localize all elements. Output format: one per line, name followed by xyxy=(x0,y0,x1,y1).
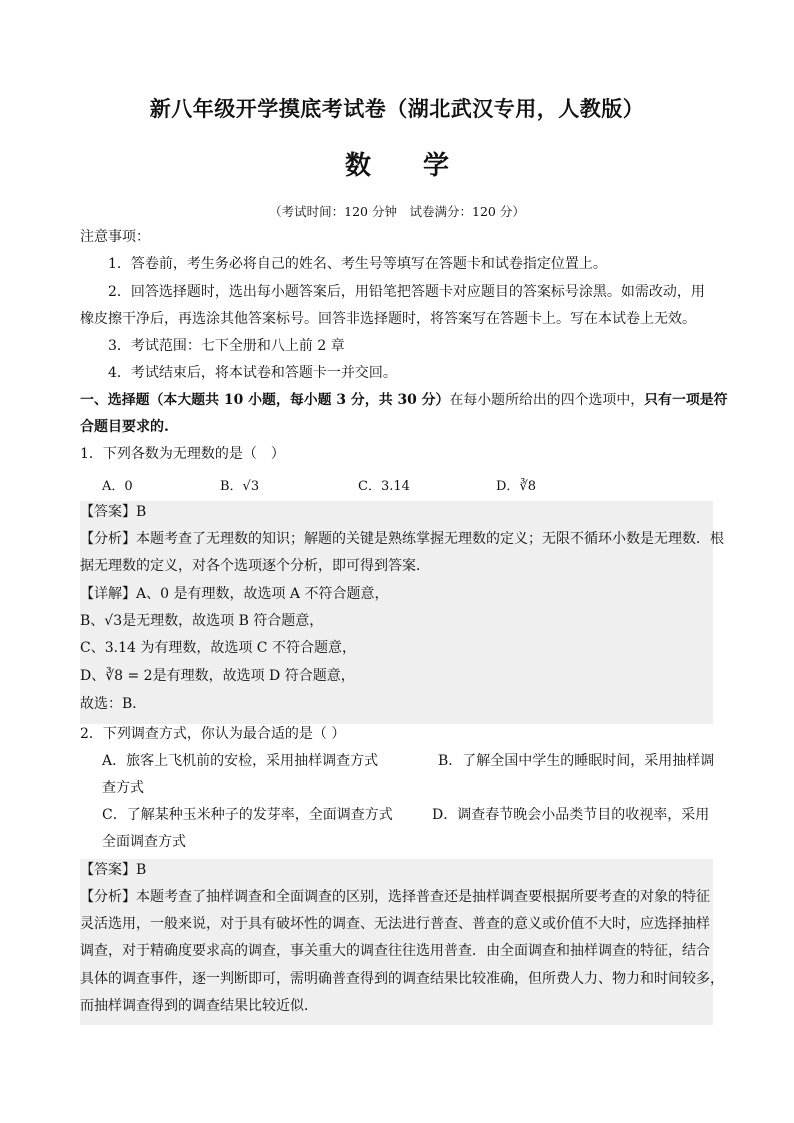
q1-detail-line: D、∛8 = 2是有理数，故选项 D 符合题意， xyxy=(80,668,355,684)
note-item: 橡皮擦干净后，再选涂其他答案标号。回答非选择题时，将答案写在答题卡上。写在本试卷上无效。 xyxy=(80,311,696,327)
q2-option-d: D．调查春节晚会小品类节目的收视率，采用 xyxy=(432,807,710,823)
section-heading-line2: 合题目要求的. xyxy=(80,419,169,435)
question-1-stem: 1．下列各数为无理数的是（ ） xyxy=(80,446,285,462)
q2-analysis-line: 【分析】本题考查了抽样调查和全面调查的区别，选择普查还是抽样调查要根据所要考查的对象的特征 xyxy=(80,889,710,905)
q1-detail-line: 【详解】A、0 是有理数，故选项 A 不符合题意， xyxy=(80,586,389,602)
note-item: 2．回答选择题时，选出每小题答案后，用铅笔把答题卡对应题目的答案标号涂黑。如需改动，用 xyxy=(108,284,705,300)
section-heading-plain: 在每小题所给出的四个选项中， xyxy=(449,392,645,408)
q2-analysis-line: 调查，对于精确度要求高的调查，事关重大的调查往往选用普查．由全面调查和抽样调查的特征，结合 xyxy=(80,943,710,959)
notes-heading: 注意事项： xyxy=(80,229,150,245)
q2-analysis-line: 而抽样调查得到的调查结果比较近似． xyxy=(80,998,318,1014)
q1-detail-line: B、√3是无理数，故选项 B 符合题意， xyxy=(80,613,324,629)
q1-analysis-line: 据无理数的定义，对各个选项逐个分析，即可得到答案． xyxy=(80,558,430,574)
q1-option-d: D．∛8 xyxy=(496,479,536,494)
section-heading-bold-2: 只有一项是符 xyxy=(644,392,728,408)
note-item: 1．答卷前，考生务必将自己的姓名、考生号等填写在答题卡和试卷指定位置上。 xyxy=(108,256,607,272)
q2-analysis-line: 灵活选用，一般来说，对于具有破坏性的调查、无法进行普查、普查的意义或价值不大时，应选择抽样 xyxy=(80,916,710,932)
q2-option-b: B．了解全国中学生的睡眠时间，采用抽样调 xyxy=(438,753,715,769)
section-heading-bold: 一、选择题（本大题共 10 小题，每小题 3 分，共 30 分） xyxy=(80,392,450,408)
q1-analysis-line: 【分析】本题考查了无理数的知识；解题的关键是熟练掌握无理数的定义；无限不循环小数是无理数．根 xyxy=(80,531,724,547)
page-title: 新八年级开学摸底考试卷（湖北武汉专用，人教版） xyxy=(149,96,645,121)
q2-analysis-line: 具体的调查事件，逐一判断即可，需明确普查得到的调查结果比较准确，但所费人力、物力和时间较多， xyxy=(80,971,724,987)
q1-answer: 【答案】B xyxy=(80,504,147,520)
exam-info: （考试时间：120 分钟 试卷满分：120 分） xyxy=(269,204,525,219)
q2-option-c: C．了解某种玉米种子的发芽率，全面调查方式 xyxy=(102,807,393,823)
q1-detail-line: C、3.14 为有理数，故选项 C 不符合题意， xyxy=(80,640,356,656)
q2-option-a-cont: 查方式 xyxy=(102,780,144,796)
q1-detail-line: 故选：B． xyxy=(80,696,147,712)
note-item: 3．考试范围：七下全册和八上前 2 章 xyxy=(108,338,345,354)
q2-option-c-cont: 全面调查方式 xyxy=(102,834,186,850)
subject-title: 数学 xyxy=(344,151,501,181)
q2-option-a: A．旅客上飞机前的安检，采用抽样调查方式 xyxy=(102,753,379,769)
question-2-stem: 2．下列调查方式，你认为最合适的是（ ） xyxy=(80,726,346,742)
q1-option-c: C．3.14 xyxy=(358,479,410,494)
q2-answer: 【答案】B xyxy=(80,862,147,878)
q1-option-a: A．0 xyxy=(102,479,133,494)
q1-option-b: B．√3 xyxy=(220,479,260,494)
note-item: 4．考试结束后，将本试卷和答题卡一并交回。 xyxy=(108,365,397,381)
section-heading xyxy=(80,390,728,410)
